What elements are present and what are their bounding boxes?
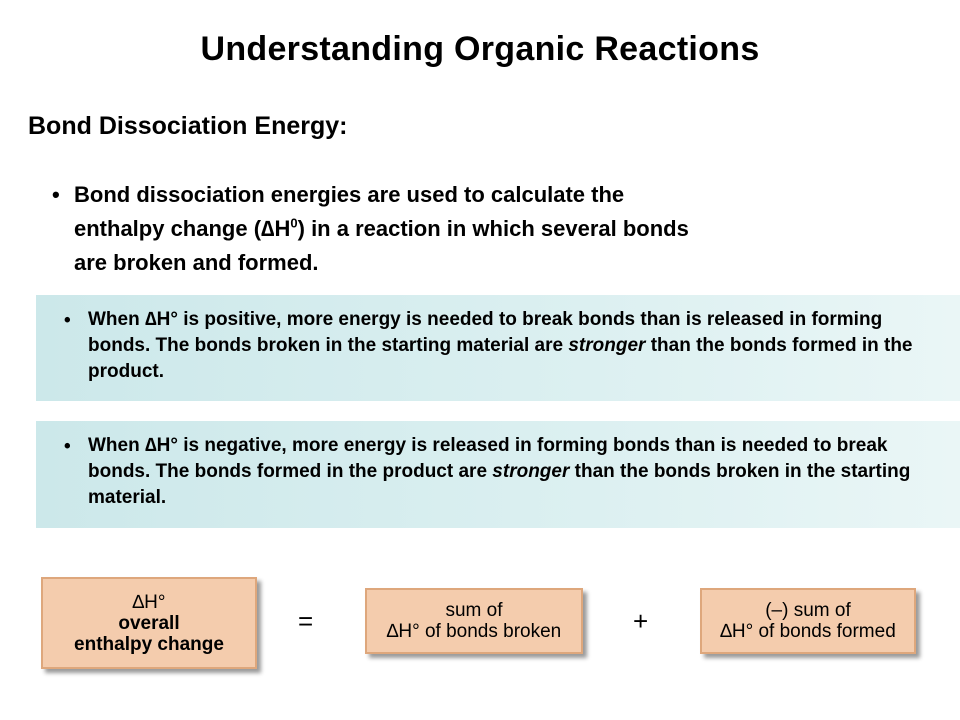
bullet-line-2b: ) in a reaction in which several bonds [297, 216, 689, 241]
callout-negative [36, 421, 960, 528]
page-title: Understanding Organic Reactions [200, 30, 760, 68]
callout-text-a: When ∆H° is negative, more energy is released in forming bonds than is needed to break bonds. The bonds formed in the product are [88, 435, 888, 482]
bonds-formed-line-1: (–) sum of [765, 600, 851, 621]
callout-text-b: than the bonds broken in the starting material. [88, 461, 911, 508]
bullet-text [74, 178, 924, 280]
superscript-zero: 0 [290, 215, 298, 231]
overall-enthalpy-box [41, 577, 257, 669]
bonds-broken-line-2: ∆H° of bonds broken [386, 621, 562, 642]
bonds-broken-line-1: sum of [445, 600, 503, 621]
callout-text-a: When ∆H° is positive, more energy is needed to break bonds than is released in forming bonds. The bonds broken in the starting material are [88, 309, 883, 356]
callout-emphasis: stronger [492, 461, 570, 482]
bullet-line-2a: enthalpy change (∆H [74, 216, 291, 241]
overall-label: overall [118, 612, 180, 634]
equals-sign: = [298, 606, 314, 636]
callout-text-b: than the bonds formed in the product. [88, 335, 913, 382]
callout-text [88, 433, 948, 511]
delta-h-label: ∆H° [132, 591, 166, 613]
bonds-formed-line-2: ∆H° of bonds formed [720, 621, 896, 642]
callout-text [88, 307, 948, 385]
callout-bullet: • [64, 310, 71, 331]
callout-emphasis: stronger [568, 335, 646, 356]
callout-positive [36, 295, 960, 401]
bonds-formed-box [700, 588, 916, 654]
plus-sign: + [633, 606, 649, 636]
bullet-line-3: are broken and formed. [74, 250, 319, 275]
section-heading: Bond Dissociation Energy: [28, 112, 348, 140]
enthalpy-change-label: enthalpy change [74, 633, 224, 655]
bonds-broken-box [365, 588, 583, 654]
callout-bullet: • [64, 436, 71, 457]
bullet-line-1: Bond dissociation energies are used to calculate the [74, 182, 625, 207]
bullet-marker: • [52, 182, 60, 207]
